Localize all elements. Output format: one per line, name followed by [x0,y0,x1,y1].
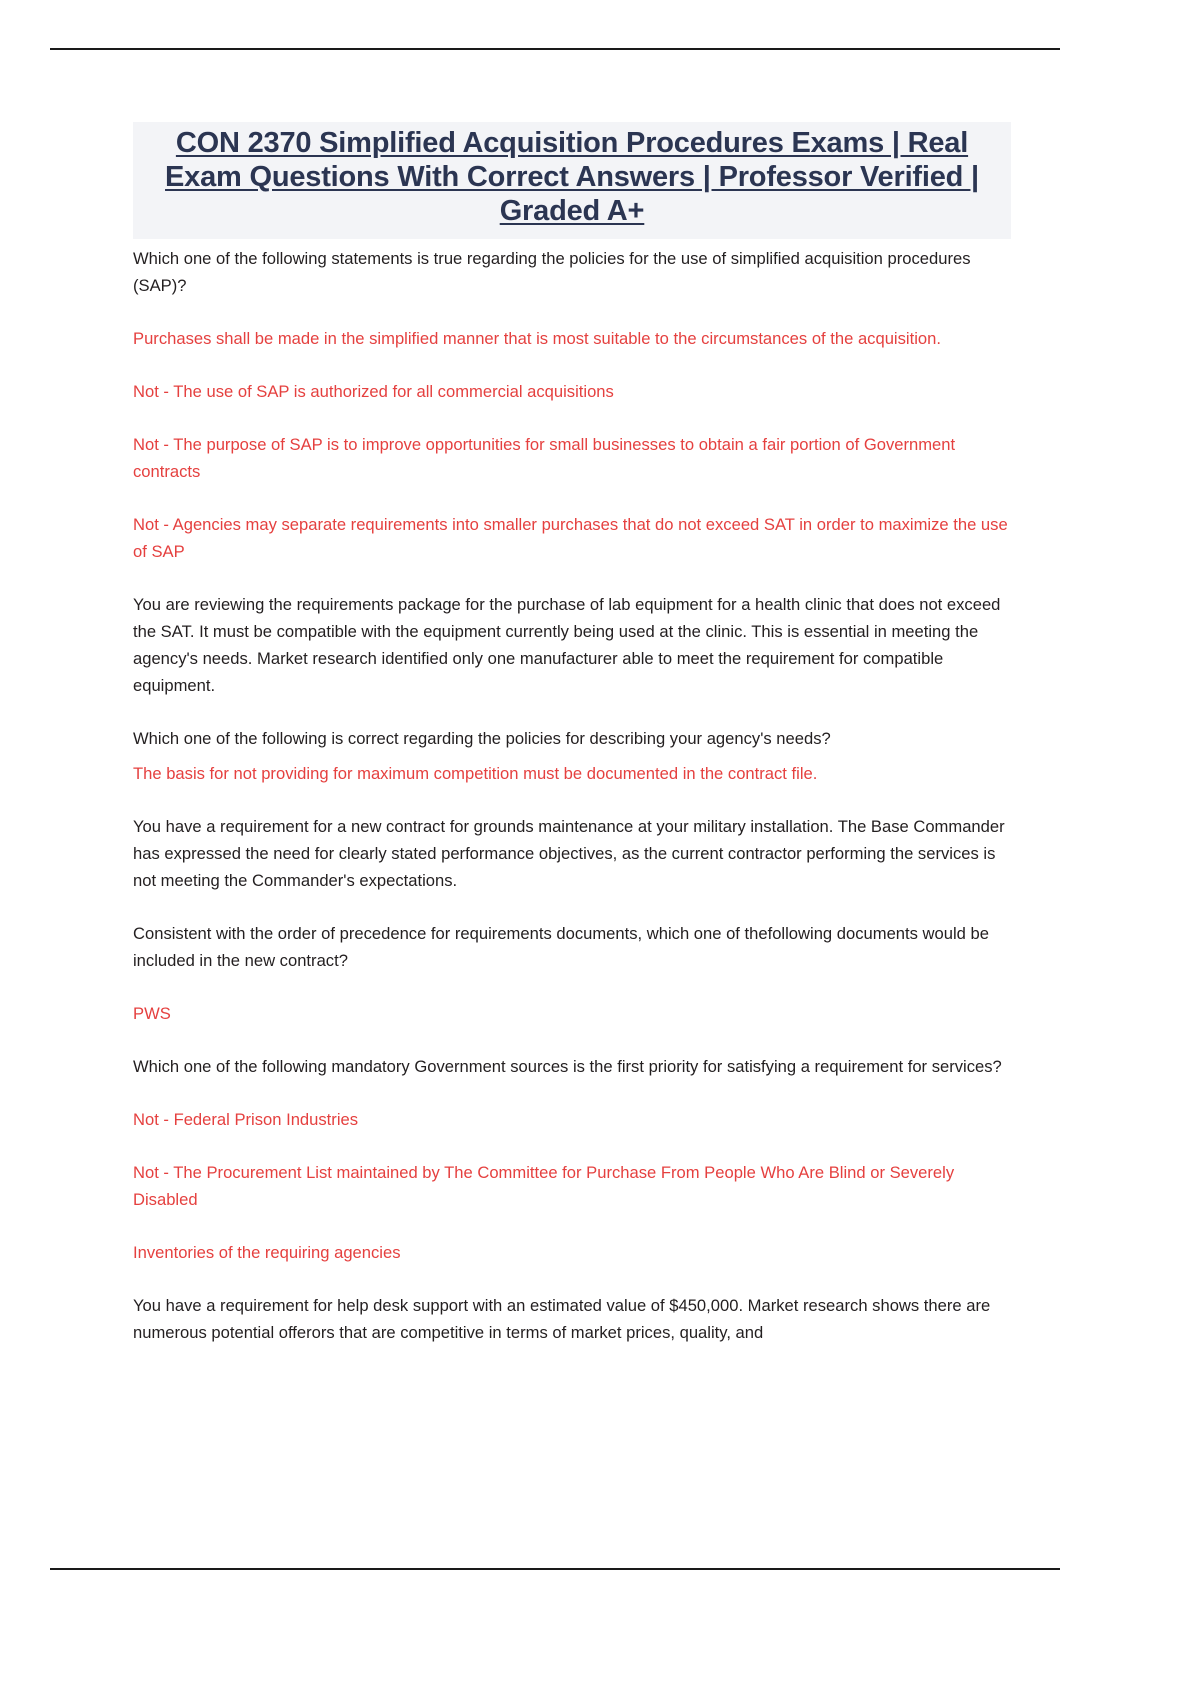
question-paragraph: Which one of the following mandatory Government sources is the first priority for satisfying a requirement for services? [133,1056,1002,1076]
answer-paragraph: Not - Federal Prison Industries [133,1109,359,1129]
answer-paragraph: Not - The Procurement List maintained by The Committee for Purchase From People Who Are Blind or Severely Disabled [133,1162,955,1209]
answer-paragraph: Not - The use of SAP is authorized for all commercial acquisitions [133,381,614,401]
answer-paragraph: The basis for not providing for maximum competition must be documented in the contract file. [133,763,818,783]
answer-paragraph: PWS [133,1003,171,1023]
answer-paragraph: Not - The purpose of SAP is to improve opportunities for small businesses to obtain a fair portion of Government contracts [133,434,956,481]
question-paragraph: Consistent with the order of precedence for requirements documents, which one of thefollowing documents would be included in the new contract? [133,923,989,970]
document-body [133,245,1011,1346]
answer-paragraph: Purchases shall be made in the simplified manner that is most suitable to the circumstances of the acquisition. [133,328,941,348]
question-paragraph: You have a requirement for help desk support with an estimated value of $450,000. Market research shows there are numerous potential offerors that are competitive in terms of market prices, quality, and [133,1295,991,1342]
document-content [133,122,1011,1354]
question-paragraph: Which one of the following statements is true regarding the policies for the use of simplified acquisition procedures (SAP)? [133,248,971,295]
question-paragraph: Which one of the following is correct regarding the policies for describing your agency's needs? [133,728,831,748]
answer-paragraph: Inventories of the requiring agencies [133,1242,401,1262]
question-paragraph: You are reviewing the requirements package for the purchase of lab equipment for a health clinic that does not exceed the SAT. It must be compatible with the equipment currently being used at the clinic. This is essential in meeting the agency's needs. Market research identified only one manufacturer able to meet the requirement for compatible equipment. [133,594,1001,695]
page-title: CON 2370 Simplified Acquisition Procedures Exams | Real Exam Questions With Correct Answers | Professor Verified | Graded A+ [165,127,979,228]
question-paragraph: You have a requirement for a new contract for grounds maintenance at your military installation. The Base Commander has expressed the need for clearly stated performance objectives, as the current contractor performing the services is not meeting the Commander's expectations. [133,816,1005,890]
page-bottom-rule [50,1568,1060,1570]
page-top-rule [50,48,1060,50]
title-band [133,122,1011,239]
answer-paragraph: Not - Agencies may separate requirements into smaller purchases that do not exceed SAT in order to maximize the use of SAP [133,514,1008,561]
